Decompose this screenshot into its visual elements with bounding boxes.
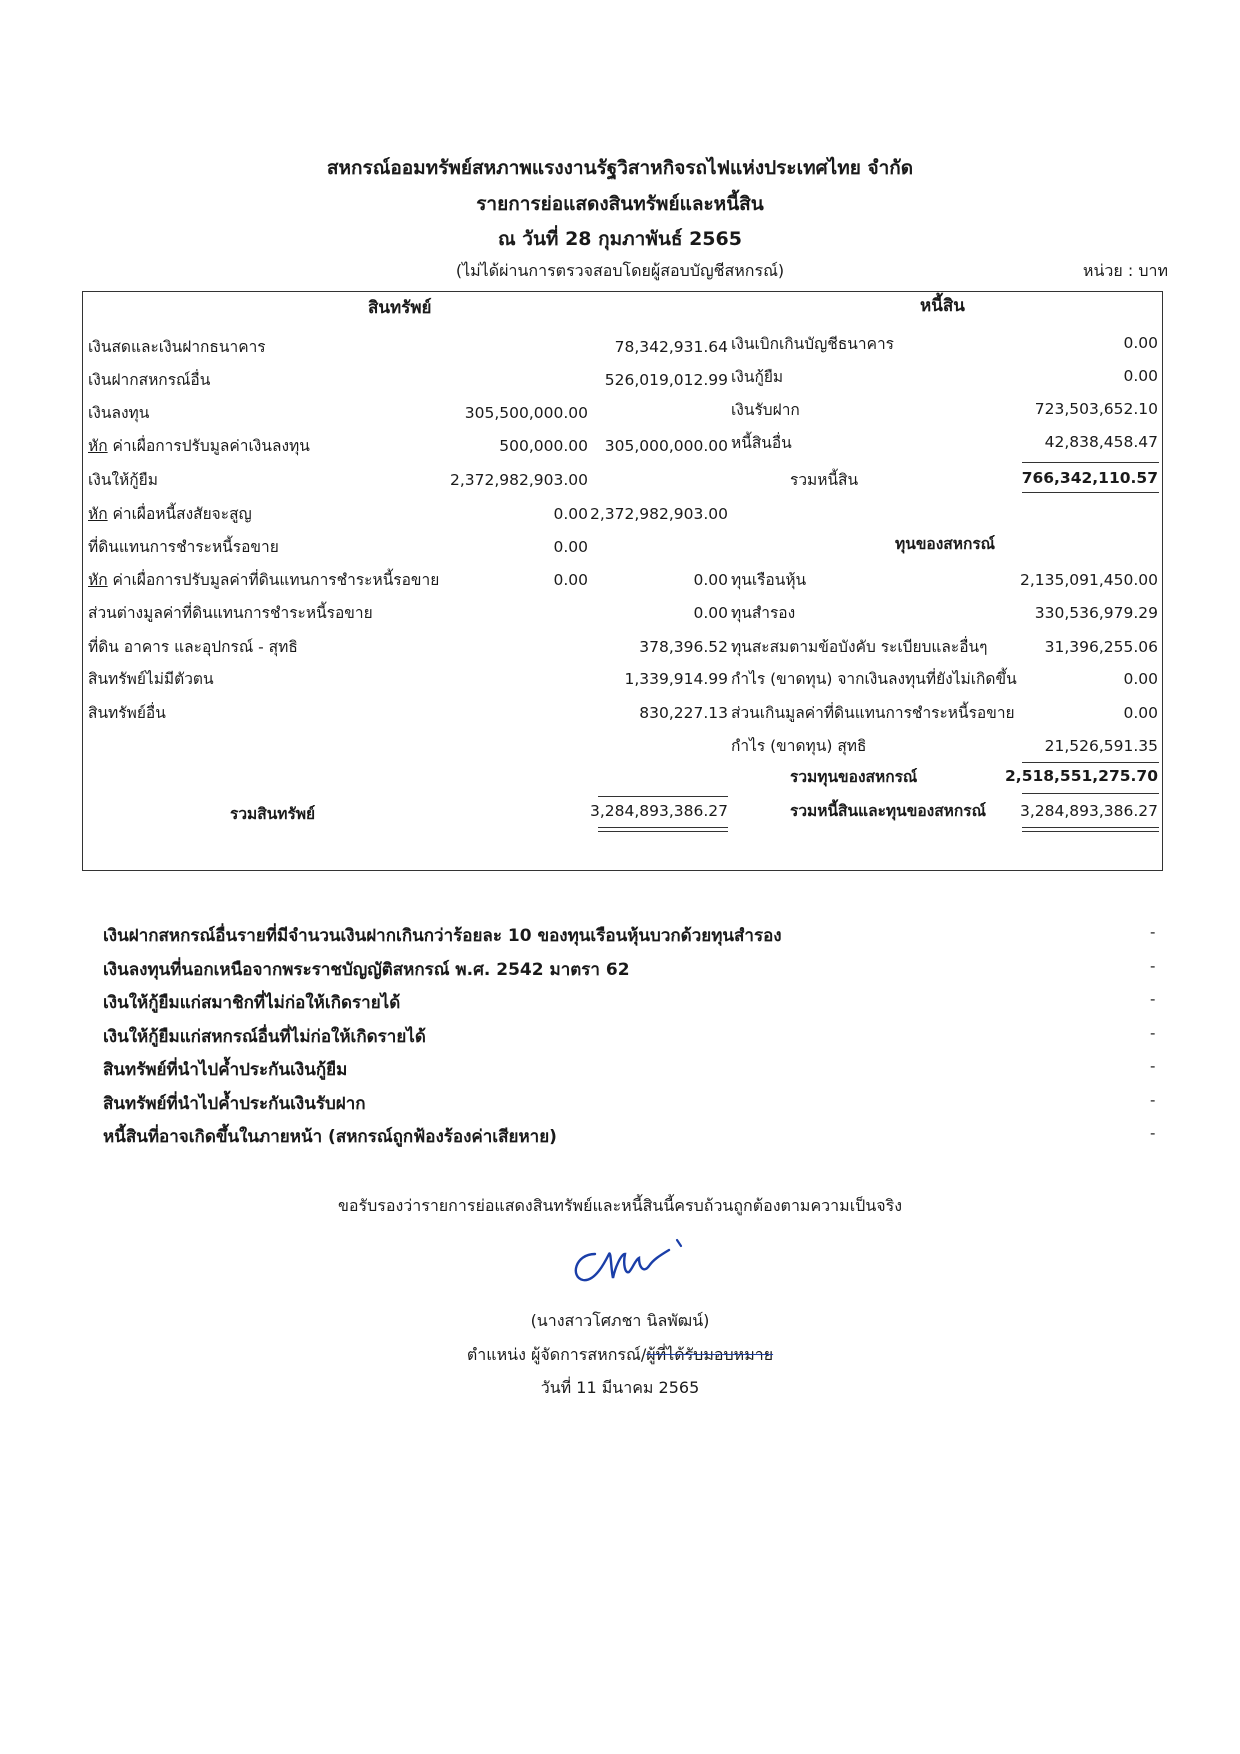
asset-subvalue: 2,372,982,903.00 [449, 471, 588, 489]
total-liabilities-underline [1022, 492, 1159, 493]
signature-icon [565, 1232, 715, 1292]
asset-net-value: 830,227.13 [639, 704, 728, 722]
asset-subvalue: 305,500,000.00 [464, 404, 588, 422]
equity-value: 330,536,979.29 [1034, 604, 1158, 622]
asset-net-value: 78,342,931.64 [614, 338, 728, 356]
equity-label: ส่วนเกินมูลค่าที่ดินแทนการชำระหนี้รอขาย [731, 704, 1015, 722]
equity-label: ทุนสำรอง [731, 604, 796, 622]
total-assets-double-underline [598, 827, 728, 832]
total-liab-equity-label: รวมหนี้สินและทุนของสหกรณ์ [790, 802, 986, 820]
liability-label: เงินเบิกเกินบัญชีธนาคาร [731, 335, 894, 353]
certification-statement: ขอรับรองว่ารายการย่อแสดงสินทรัพย์และหนี้สินนี้ครบถ้วนถูกต้องตามความเป็นจริง [337, 1196, 903, 1215]
asset-row-text: เงินให้กู้ยืม [88, 471, 158, 489]
equity-label: กำไร (ขาดทุน) สุทธิ [731, 737, 867, 755]
note-value: - [1150, 1057, 1156, 1075]
total-liabilities-label: รวมหนี้สิน [790, 471, 859, 489]
asset-row-label [88, 570, 439, 590]
asset-net-value: 378,396.52 [639, 638, 728, 656]
note-value: - [1150, 990, 1156, 1008]
asset-net-value: 0.00 [693, 604, 728, 622]
note-value: - [1150, 923, 1156, 941]
position-prefix: ตำแหน่ง ผู้จัดการสหกรณ์/ [466, 1345, 647, 1364]
asset-allowance-value: 0.00 [553, 538, 588, 556]
asset-row-label [88, 637, 298, 657]
total-liabilities-rule [1022, 462, 1159, 463]
total-equity-label: รวมทุนของสหกรณ์ [790, 768, 918, 786]
total-assets-value: 3,284,893,386.27 [589, 802, 728, 820]
deduct-prefix: หัก [88, 571, 108, 589]
liability-value: 0.00 [1123, 367, 1158, 385]
asset-net-value: 526,019,012.99 [604, 371, 728, 389]
asset-row-text: ค่าเผื่อการปรับมูลค่าเงินลงทุน [107, 437, 310, 455]
note-item: เงินให้กู้ยืมแก่สมาชิกที่ไม่ก่อให้เกิดรายได้ [103, 993, 401, 1013]
note-item: สินทรัพย์ที่นำไปค้ำประกันเงินกู้ยืม [103, 1060, 348, 1080]
asset-net-value: 305,000,000.00 [604, 437, 728, 455]
org-name: สหกรณ์ออมทรัพย์สหภาพแรงงานรัฐวิสาหกิจรถไฟแห่งประเทศไทย จำกัด [326, 157, 914, 179]
liabilities-header: หนี้สิน [920, 296, 965, 316]
asset-net-value: 0.00 [693, 571, 728, 589]
asset-row-text: สินทรัพย์ไม่มีตัวตน [88, 670, 214, 688]
asset-row-text: ส่วนต่างมูลค่าที่ดินแทนการชำระหนี้รอขาย [88, 604, 373, 622]
total-assets-rule [598, 796, 728, 797]
equity-label: กำไร (ขาดทุน) จากเงินลงทุนที่ยังไม่เกิดขึ้น [731, 670, 1017, 688]
note-item: เงินให้กู้ยืมแก่สหกรณ์อื่นที่ไม่ก่อให้เกิดรายได้ [103, 1026, 426, 1047]
asset-row-label [88, 703, 166, 723]
total-equity-rule [1022, 762, 1159, 763]
asset-row-text: เงินสดและเงินฝากธนาคาร [88, 338, 266, 356]
asset-row-label [88, 470, 158, 490]
equity-value: 0.00 [1123, 670, 1158, 688]
audit-note: (ไม่ได้ผ่านการตรวจสอบโดยผู้สอบบัญชีสหกรณ์) [455, 261, 785, 280]
asset-row-label [88, 337, 266, 357]
signer-position [0, 1343, 1240, 1368]
asset-row-label [88, 403, 149, 423]
asset-net-value: 1,339,914.99 [624, 670, 728, 688]
asset-row-text: ค่าเผื่อการปรับมูลค่าที่ดินแทนการชำระหนี้รอขาย [107, 571, 440, 589]
deduct-prefix: หัก [88, 437, 108, 455]
equity-value: 31,396,255.06 [1044, 638, 1158, 656]
liability-label: เงินกู้ยืม [731, 368, 784, 386]
equity-header: ทุนของสหกรณ์ [895, 535, 996, 553]
deduct-prefix: หัก [88, 505, 108, 523]
note-value: - [1150, 956, 1156, 975]
asset-row-label [88, 370, 210, 390]
asset-row-text: ที่ดินแทนการชำระหนี้รอขาย [88, 538, 279, 556]
asset-row-text: ค่าเผื่อหนี้สงสัยจะสูญ [107, 505, 252, 523]
equity-value: 2,135,091,450.00 [1019, 571, 1158, 589]
total-assets-label: รวมสินทรัพย์ [230, 805, 316, 823]
total-equity-value: 2,518,551,275.70 [1005, 767, 1158, 785]
note-value: - [1150, 1023, 1156, 1042]
liability-value: 0.00 [1123, 334, 1158, 352]
asset-row-text: สินทรัพย์อื่น [88, 704, 166, 722]
total-liabilities-value: 766,342,110.57 [1021, 469, 1158, 487]
asset-row-text: เงินลงทุน [88, 404, 150, 422]
equity-label: ทุนสะสมตามข้อบังคับ ระเบียบและอื่นๆ [731, 638, 988, 656]
asset-net-value: 2,372,982,903.00 [589, 505, 728, 523]
certification-date: วันที่ 11 มีนาคม 2565 [540, 1378, 700, 1397]
liability-value: 42,838,458.47 [1044, 433, 1158, 451]
equity-value: 21,526,591.35 [1044, 737, 1158, 755]
asset-row-text: ที่ดิน อาคาร และอุปกรณ์ - สุทธิ [88, 638, 298, 656]
liability-label: หนี้สินอื่น [731, 434, 792, 452]
note-item: เงินลงทุนที่นอกเหนือจากพระราชบัญญัติสหกรณ์ พ.ศ. 2542 มาตรา 62 [103, 959, 630, 980]
asset-row-label [88, 436, 310, 456]
note-item: สินทรัพย์ที่นำไปค้ำประกันเงินรับฝาก [103, 1093, 366, 1114]
note-item: หนี้สินที่อาจเกิดขึ้นในภายหน้า (สหกรณ์ถูกฟ้องร้องค่าเสียหาย) [103, 1127, 557, 1147]
asset-subvalue: 500,000.00 [499, 437, 588, 455]
asset-row-label [88, 603, 373, 623]
liability-label: เงินรับฝาก [731, 401, 800, 419]
asset-row-label [88, 669, 214, 689]
unit-label: หน่วย : บาท [1082, 261, 1168, 280]
signer-name: (นางสาวโศภชา นิลพัฒน์) [530, 1311, 710, 1330]
note-value: - [1150, 1090, 1156, 1109]
asset-row-label [88, 504, 252, 524]
note-item: เงินฝากสหกรณ์อื่นรายที่มีจำนวนเงินฝากเกินกว่าร้อยละ 10 ของทุนเรือนหุ้นบวกด้วยทุนสำรอง [103, 926, 782, 946]
report-title: รายการย่อแสดงสินทรัพย์และหนี้สิน [476, 193, 764, 215]
total-liab-equity-value: 3,284,893,386.27 [1019, 802, 1158, 820]
asset-row-label [88, 537, 279, 557]
asset-allowance-value: 0.00 [553, 571, 588, 589]
as-of-date: ณ วันที่ 28 กุมภาพันธ์ 2565 [498, 228, 742, 250]
grand-total-double-underline [1022, 827, 1159, 832]
note-value: - [1150, 1124, 1156, 1142]
position-struck: ผู้ที่ได้รับมอบหมาย [646, 1345, 774, 1364]
equity-label: ทุนเรือนหุ้น [731, 571, 807, 589]
asset-row-text: เงินฝากสหกรณ์อื่น [88, 371, 211, 389]
equity-value: 0.00 [1123, 704, 1158, 722]
grand-total-rule [1022, 793, 1159, 794]
assets-header: สินทรัพย์ [368, 298, 432, 318]
asset-allowance-value: 0.00 [553, 505, 588, 523]
liability-value: 723,503,652.10 [1034, 400, 1158, 418]
